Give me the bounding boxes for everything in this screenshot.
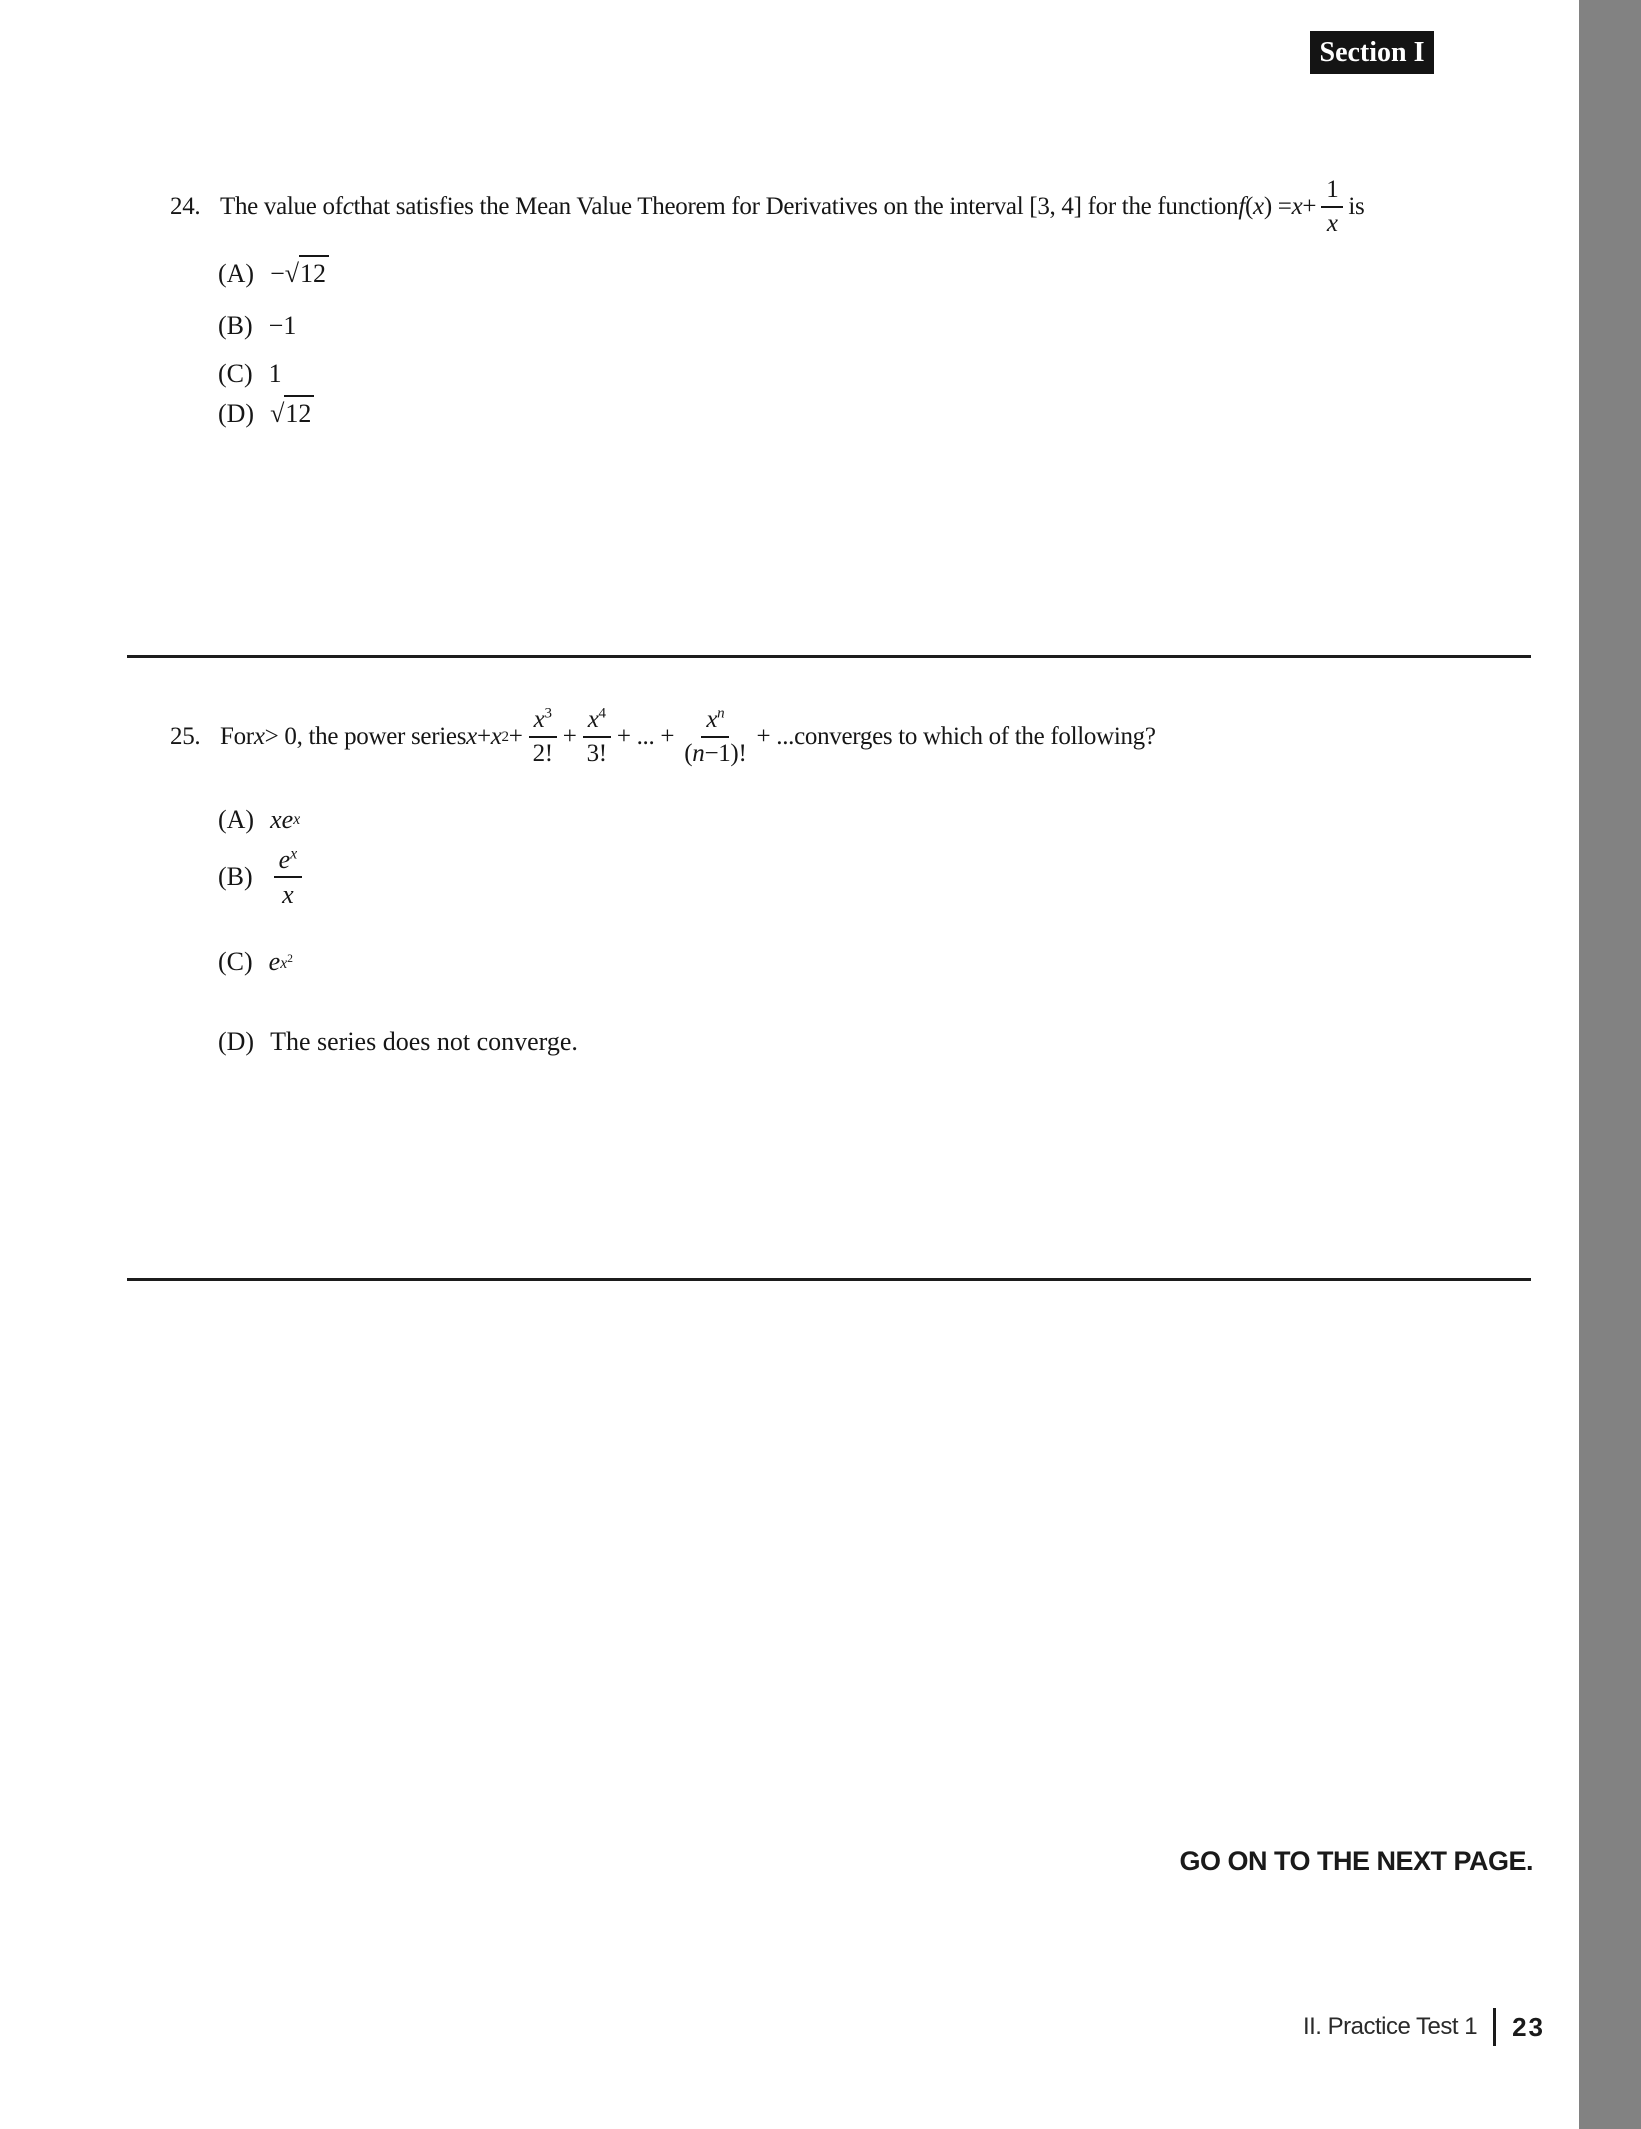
- footer-page-number: 23: [1512, 2011, 1545, 2042]
- question-25-number: 25.: [170, 723, 201, 750]
- question-24-stem-text: The value of c that satisfies the Mean Value Theorem for Derivatives on the interval [3, 4] for the function f ( x ) = x + $\frac{1}{x}$ is: [220, 175, 1365, 237]
- option-label: (C): [218, 947, 253, 976]
- page-edge-bar: [1579, 0, 1641, 2129]
- option-value: −1: [268, 311, 297, 340]
- section-label: Section I: [1319, 36, 1425, 68]
- option-value: $\frac{e^x}{x}$: [269, 846, 307, 909]
- question-25: [170, 682, 1156, 792]
- question-25-stem-text: For x > 0, the power series x + x 2 + $\frac{x^3}{2!}$ + $\frac{x^4}{3!}$ + ... + $\frac{x^n}{(n-1)!}$ + ... converges to which of the following?: [220, 705, 1156, 767]
- option-value: √12: [270, 398, 314, 430]
- section-divider-top: [127, 655, 1531, 658]
- question-25-option-b: [218, 846, 307, 909]
- question-24-option-d: [218, 398, 314, 430]
- option-label: (B): [218, 311, 253, 340]
- option-label: (C): [218, 359, 253, 388]
- question-24-option-b: [218, 310, 296, 342]
- question-25-option-a: [218, 804, 300, 836]
- question-24-option-a: [218, 258, 329, 290]
- question-24-option-c: [218, 358, 282, 390]
- option-label: (B): [218, 862, 253, 892]
- option-label: (D): [218, 1027, 255, 1056]
- option-value: e $x^2$: [268, 947, 293, 976]
- option-label: (A): [218, 805, 255, 834]
- footer-section-label: II. Practice Test 1: [1302, 2013, 1478, 2040]
- question-25-option-c: [218, 946, 293, 978]
- option-value: xe x: [270, 805, 301, 834]
- footer-separator: [1493, 2008, 1496, 2046]
- question-25-option-d: [218, 1026, 578, 1058]
- section-header-box: [1310, 31, 1434, 74]
- option-label: (D): [218, 399, 255, 428]
- section-divider-bottom: [127, 1278, 1531, 1281]
- option-value: 1: [268, 359, 282, 388]
- option-value: − √12: [270, 258, 329, 290]
- question-24: [170, 163, 1364, 251]
- go-on-instruction: GO ON TO THE NEXT PAGE.: [1179, 1846, 1533, 1876]
- page-footer: [1303, 2008, 1545, 2046]
- option-value: The series does not converge.: [270, 1027, 578, 1056]
- question-24-number: 24.: [170, 193, 201, 220]
- option-label: (A): [218, 259, 255, 288]
